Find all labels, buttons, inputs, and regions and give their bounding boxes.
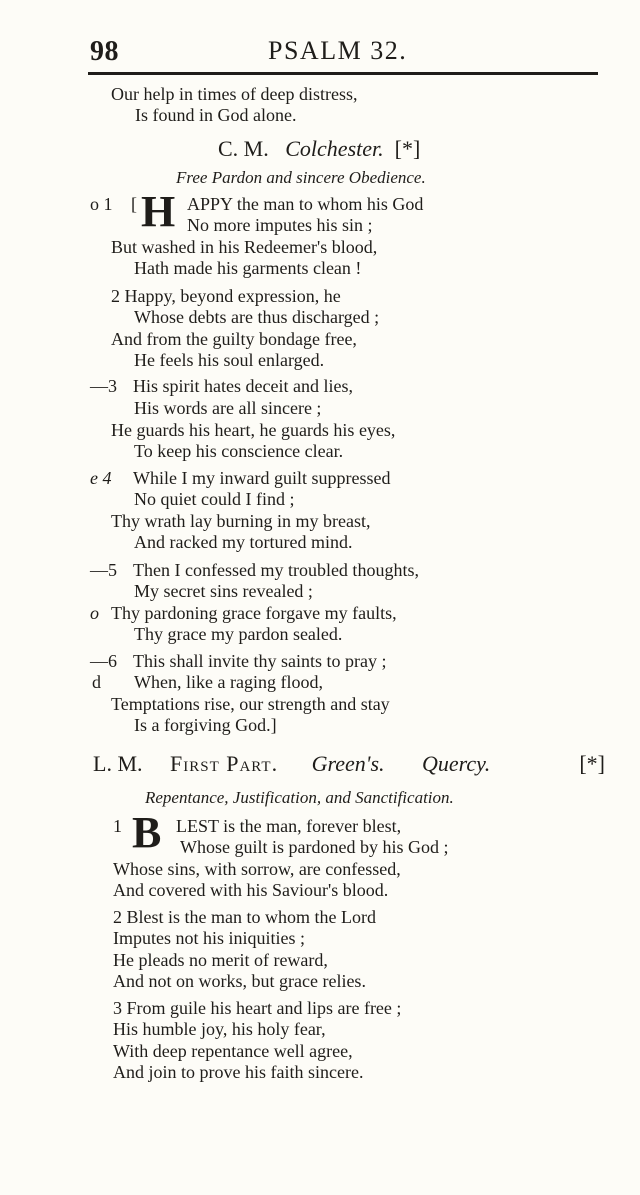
tune-name: Green's. xyxy=(311,751,385,776)
verse-line: And not on works, but grace relies. xyxy=(113,971,366,991)
verse-line: He feels his soul enlarged. xyxy=(134,350,325,370)
verse-line: Thy pardoning grace forgave my faults, xyxy=(111,603,397,623)
verse-line: Hath made his garments clean ! xyxy=(134,258,362,278)
verse-line: With deep repentance well agree, xyxy=(113,1041,353,1061)
hymn-title xyxy=(218,137,420,161)
verse-line: And covered with his Saviour's blood. xyxy=(113,880,389,900)
verse-line: His spirit hates deceit and lies, xyxy=(133,376,353,396)
continuation-line: Is found in God alone. xyxy=(135,105,297,125)
verse-line: Thy grace my pardon sealed. xyxy=(134,624,343,644)
verse-line: He guards his heart, he guards his eyes, xyxy=(111,420,396,440)
verse-line: No more imputes his sin ; xyxy=(187,215,373,235)
stanza-mark: o xyxy=(90,603,99,623)
tune-name: Colchester. xyxy=(285,136,384,161)
verse-line: To keep his conscience clear. xyxy=(134,441,344,461)
hymn-subtitle: Repentance, Justification, and Sanctification. xyxy=(145,788,454,807)
verse-line: He pleads no merit of reward, xyxy=(113,950,328,970)
stanza-mark: d xyxy=(92,672,101,692)
drop-cap: B xyxy=(132,808,162,857)
verse-line: Whose debts are thus discharged ; xyxy=(134,307,380,327)
continuation-line: Our help in times of deep distress, xyxy=(111,84,358,104)
tune-name: Quercy. xyxy=(422,751,491,776)
verse-line: 2 Blest is the man to whom the Lord xyxy=(113,907,376,927)
verse-line: My secret sins revealed ; xyxy=(134,581,313,601)
verse-line: But washed in his Redeemer's blood, xyxy=(111,237,378,257)
verse-line: When, like a raging flood, xyxy=(134,672,323,692)
verse-line: And join to prove his faith sincere. xyxy=(113,1062,364,1082)
hymn-title xyxy=(93,752,605,776)
verse-line: Whose sins, with sorrow, are confessed, xyxy=(113,859,401,879)
verse-line: No quiet could I find ; xyxy=(134,489,295,509)
header-rule xyxy=(88,72,598,75)
verse-line: While I my inward guilt suppressed xyxy=(133,468,391,488)
verse-line: 2 Happy, beyond expression, he xyxy=(111,286,341,306)
page-number: 98 xyxy=(90,36,119,67)
stanza-mark: —3 xyxy=(90,376,117,396)
verse-line: Whose guilt is pardoned by his God ; xyxy=(180,837,449,857)
stanza-mark: —5 xyxy=(90,560,117,580)
bracket: [ xyxy=(131,194,137,214)
stanza-number: 1 xyxy=(113,816,122,836)
drop-cap: H xyxy=(141,187,176,236)
verse-line: Imputes not his iniquities ; xyxy=(113,928,305,948)
page-header xyxy=(88,36,598,72)
meter: L. M. xyxy=(93,751,143,776)
verse-line: His humble joy, his holy fear, xyxy=(113,1019,326,1039)
verse-line: Thy wrath lay burning in my breast, xyxy=(111,511,371,531)
stanza-mark: e 4 xyxy=(90,468,112,488)
editor-mark: [*] xyxy=(394,136,421,161)
verse-line: Then I confessed my troubled thoughts, xyxy=(133,560,419,580)
running-head: PSALM 32. xyxy=(268,36,408,65)
editor-mark: [*] xyxy=(579,751,605,776)
verse-line: And from the guilty bondage free, xyxy=(111,329,357,349)
verse-line: LEST is the man, forever blest, xyxy=(176,816,402,836)
verse-line: 3 From guile his heart and lips are free ; xyxy=(113,998,402,1018)
verse-line: And racked my tortured mind. xyxy=(134,532,353,552)
stanza-mark: —6 xyxy=(90,651,117,671)
verse-line: His words are all sincere ; xyxy=(134,398,322,418)
meter: C. M. xyxy=(218,136,269,161)
hymn-subtitle: Free Pardon and sincere Obedience. xyxy=(176,168,426,187)
verse-line: Is a forgiving God.] xyxy=(134,715,277,735)
part-label: First Part. xyxy=(170,751,279,776)
verse-line: APPY the man to whom his God xyxy=(187,194,424,214)
stanza-mark: o 1 xyxy=(90,194,113,214)
verse-line: Temptations rise, our strength and stay xyxy=(111,694,390,714)
verse-line: This shall invite thy saints to pray ; xyxy=(133,651,387,671)
